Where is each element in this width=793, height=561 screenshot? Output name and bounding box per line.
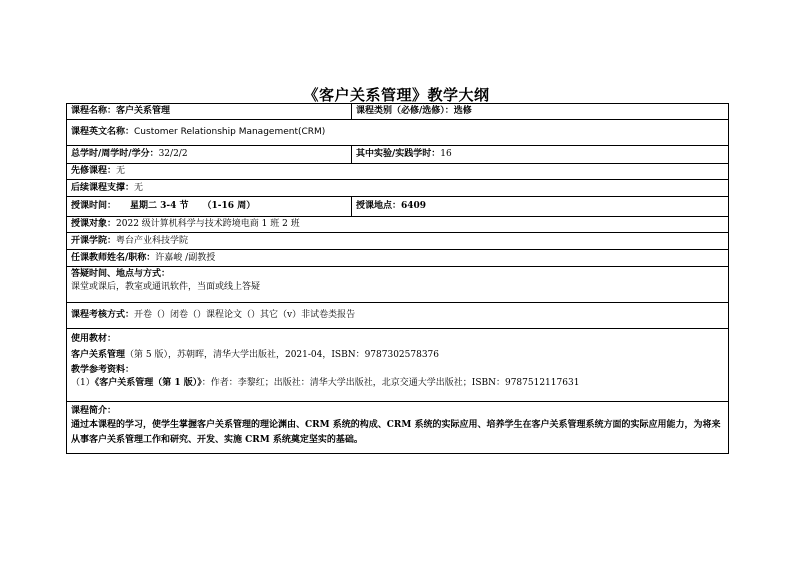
textbook-label: 使用教材：: [71, 334, 117, 344]
row-assessment: [67, 303, 729, 329]
teacher-label: 任课教师姓名/职称：: [71, 252, 156, 263]
intro-label: 课程简介：: [71, 406, 117, 416]
textbook-detail: （第 5 版），苏朝晖，清华大学出版社，2021-04，ISBN：9787302578376: [125, 350, 440, 360]
college-label: 开课学院：: [71, 235, 117, 246]
row-hours: [67, 146, 729, 164]
prerequisite-label: 先修课程：: [71, 166, 117, 176]
college-value: 粤台产业科技学院: [116, 235, 189, 246]
lab-hours-cell: [352, 146, 729, 164]
intro-text: 通过本课程的学习，使学生掌握客户关系管理的理论渊由、CRM 系统的构成、CRM 系统的实际应用、培养学生在客户关系管理系统方面的实际应用能力，为将来从事客户关系管理工作和研究、开发、实施 CRM 系统奠定坚实的基础。: [71, 420, 721, 445]
followup-value: 无: [134, 182, 144, 193]
course-name-cell: [67, 104, 352, 120]
reference-label: 教学参考资料：: [71, 365, 135, 375]
course-type-cell: [352, 104, 729, 120]
time-label: 授课时间：: [71, 201, 117, 211]
followup-cell: [67, 180, 729, 197]
qa-label: 答疑时间、地点与方式：: [71, 269, 171, 279]
row-target: [67, 217, 729, 233]
teacher-value: 许嘉峻 /副教授: [155, 252, 216, 263]
textbook-entry: [71, 349, 724, 362]
hours-cell: [67, 146, 352, 164]
row-english-name: [67, 120, 729, 146]
row-teacher: [67, 250, 729, 267]
row-textbook: [67, 329, 729, 402]
college-cell: [67, 233, 729, 250]
row-course-name: [67, 104, 729, 120]
time-cell: [67, 197, 352, 217]
course-name-label: 课程名称：: [71, 106, 117, 116]
english-name-label: 课程英文名称：: [71, 127, 135, 137]
target-value: 2022 级计算机科学与技术跨境电商 1 班 2 班: [116, 219, 300, 229]
reference-detail: ：作者：李黎红；出版社：清华大学出版社，北京交通大学出版社；ISBN：9787512117631: [201, 378, 580, 388]
prerequisite-cell: [67, 164, 729, 180]
reference-title: 《客户关系管理（第 1 版）》: [94, 378, 202, 388]
place-value: 6409: [401, 201, 427, 211]
time-weeks: （1-16 周）: [202, 201, 256, 211]
target-cell: [67, 217, 729, 233]
prerequisite-value: 无: [116, 166, 126, 176]
assessment-value: 开卷（）闭卷（）课程论文（）其它（v）非试卷类报告: [134, 310, 356, 320]
reference-prefix: （1）: [71, 378, 95, 388]
row-time: [67, 197, 729, 217]
row-followup: [67, 180, 729, 197]
intro-cell: [67, 402, 729, 454]
teacher-cell: [67, 250, 729, 267]
textbook-cell: [67, 329, 729, 402]
row-qa: [67, 267, 729, 303]
hours-label: 总学时/周学时/学分：: [71, 149, 159, 159]
lab-hours-value: 16: [440, 149, 452, 159]
qa-cell: [67, 267, 729, 303]
target-label: 授课对象：: [71, 219, 117, 229]
course-type-label: 课程类别（必修/选修）：: [356, 106, 454, 116]
qa-value: 课堂或课后，教室或通讯软件，当面或线上答疑: [71, 282, 261, 292]
row-prerequisite: [67, 164, 729, 180]
reference-entry: [71, 377, 724, 390]
row-college: [67, 233, 729, 250]
lab-hours-label: 其中实验/实践学时：: [356, 149, 441, 159]
course-type-value: 选修: [453, 106, 472, 116]
followup-label: 后续课程支撑：: [71, 182, 135, 193]
page-title: 《客户关系管理》教学大纲: [303, 86, 490, 104]
place-cell: [352, 197, 729, 217]
row-intro: [67, 402, 729, 454]
time-value: 星期二 3-4 节: [130, 201, 189, 211]
assessment-cell: [67, 303, 729, 329]
course-name-value: 客户关系管理: [116, 106, 171, 116]
english-name-cell: [67, 120, 729, 146]
english-name-value: Customer Relationship Management(CRM): [134, 127, 326, 137]
syllabus-table: [66, 103, 729, 454]
hours-value: 32/2/2: [158, 149, 188, 159]
place-label: 授课地点：: [356, 201, 402, 211]
textbook-title: 客户关系管理: [71, 350, 126, 360]
assessment-label: 课程考核方式：: [71, 310, 135, 320]
